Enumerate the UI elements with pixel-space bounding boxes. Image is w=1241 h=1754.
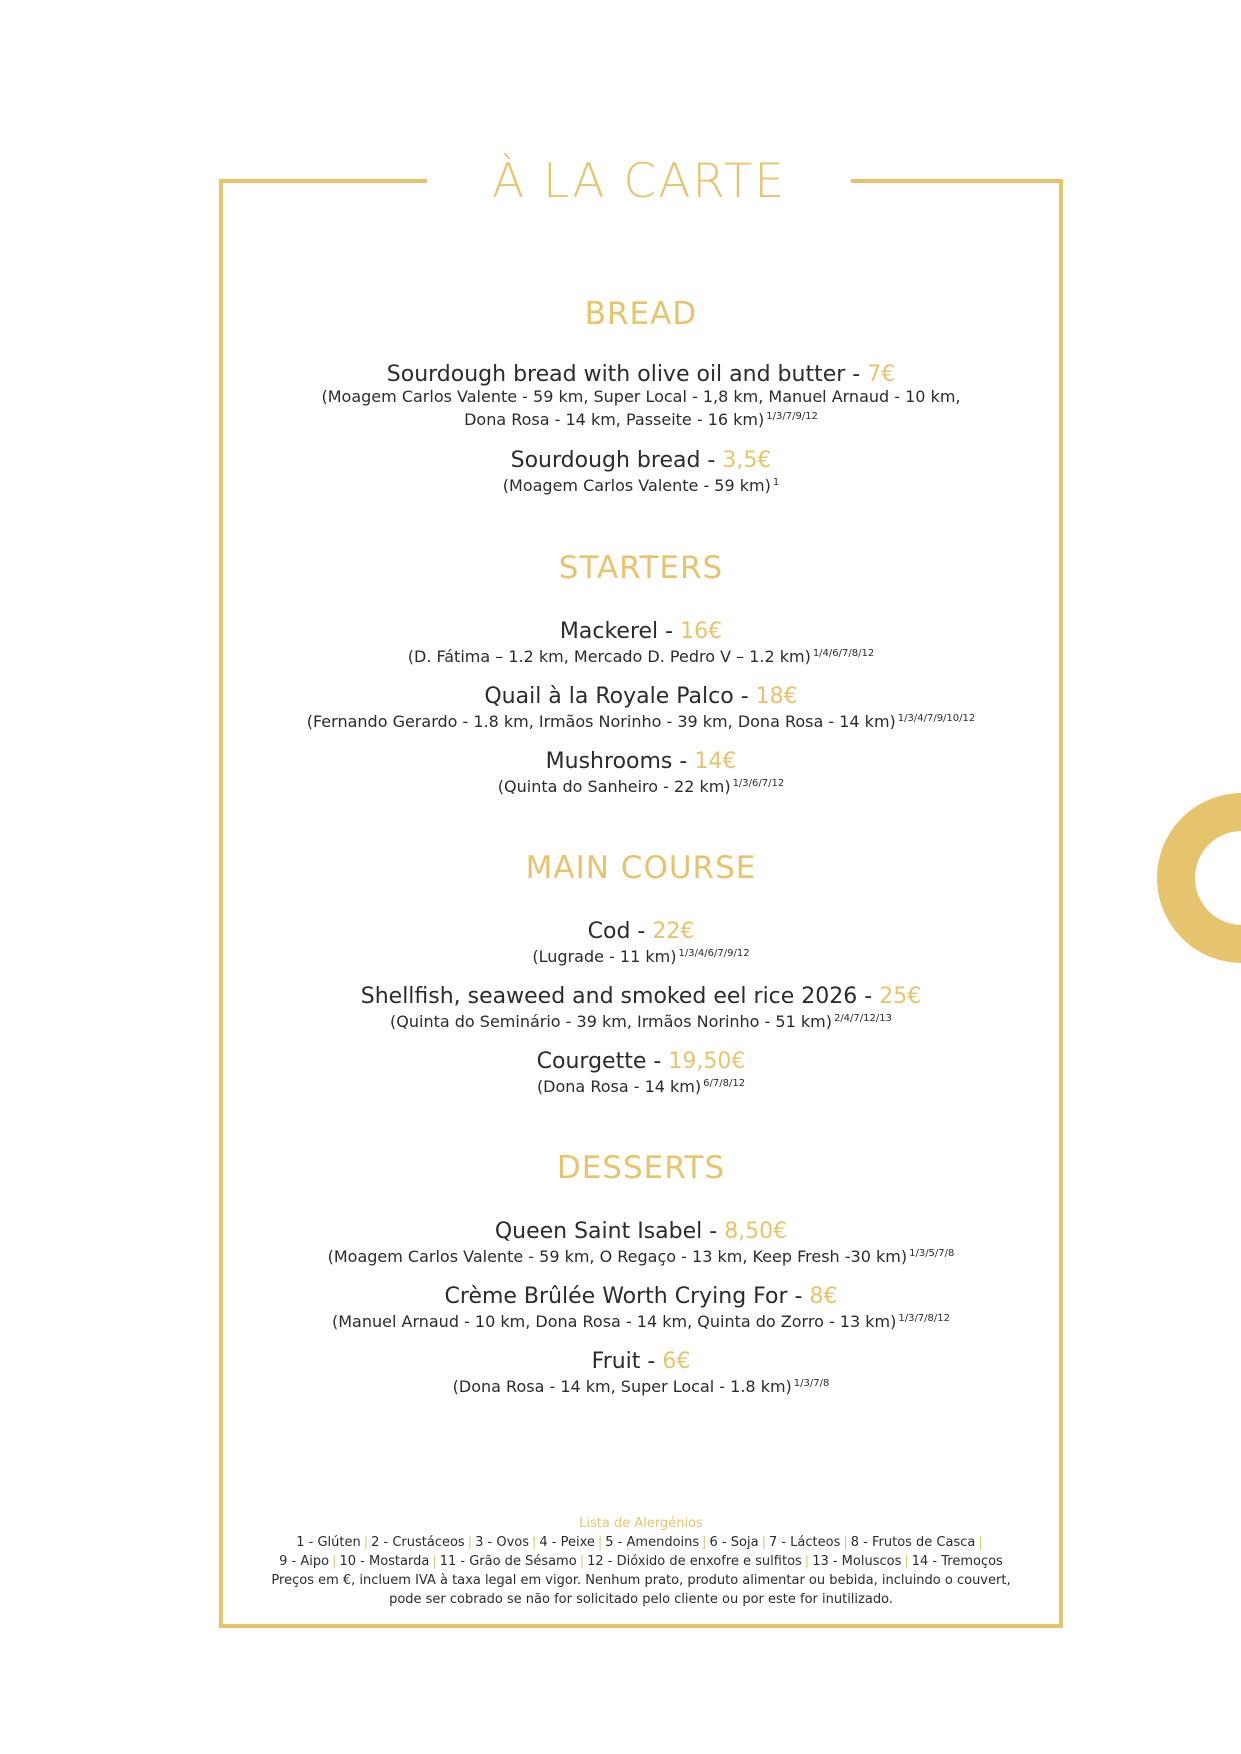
dish-name: Fruit: [591, 1349, 641, 1374]
allergen-separator: |: [804, 1554, 810, 1569]
dish-price: 18€: [755, 684, 798, 709]
dish-name: Mushrooms: [545, 749, 673, 774]
allergen-item: 2 - Crustáceos: [371, 1535, 465, 1550]
dish-price: 7€: [867, 362, 896, 387]
title-line-right: [851, 179, 1063, 183]
allergen-separator: |: [363, 1535, 369, 1550]
dish-item: Sourdough bread - 3,5€ (Moagem Carlos Valente - 59 km) $^1$: [502, 448, 780, 495]
dish-name: Shellfish, seaweed and smoked eel rice 2026: [360, 984, 858, 1009]
dish-origin: (Fernando Gerardo - 1.8 km, Irmãos Norinho - 39 km, Dona Rosa - 14 km): [306, 712, 896, 731]
dish-price: 6€: [662, 1349, 691, 1374]
dish-origin: (Moagem Carlos Valente - 59 km, O Regaço - 13 km, Keep Fresh -30 km): [327, 1247, 908, 1266]
allergen-item: 6 - Soja: [709, 1535, 759, 1550]
allergen-separator: |: [332, 1554, 337, 1569]
dish-name: Sourdough bread: [510, 448, 701, 473]
dish-item: Mackerel - 16€ (D. Fátima – 1.2 km, Mercado D. Pedro V – 1.2 km) $^{1/4/6/7/8/12}$: [407, 619, 875, 666]
allergen-separator: |: [904, 1554, 909, 1569]
dish-allergens: 1/3/7/9/12: [766, 411, 818, 422]
dish-allergens: 6/7/8/12: [703, 1078, 746, 1089]
dish-name: Queen Saint Isabel: [494, 1219, 703, 1244]
dish-allergens: 2/4/7/12/13: [833, 1013, 892, 1024]
section-title-desserts: DESSERTS: [556, 1150, 726, 1186]
dish-item: Courgette - 19,50€ (Dona Rosa - 14 km) $^{6/7/8/12}$: [536, 1049, 746, 1096]
dish-origin: (Moagem Carlos Valente - 59 km): [502, 476, 771, 495]
dish-origin: (D. Fátima – 1.2 km, Mercado D. Pedro V – 1.2 km): [407, 647, 811, 666]
allergen-item: 7 - Lácteos: [768, 1535, 841, 1550]
dish-item: Fruit - 6€ (Dona Rosa - 14 km, Super Local - 1.8 km) $^{1/3/7/8}$: [452, 1349, 830, 1396]
allergen-item: 12 - Dióxido de enxofre e sulfitos: [587, 1554, 802, 1569]
dish-origin: (Dona Rosa - 14 km): [536, 1077, 702, 1096]
allergen-separator: |: [579, 1554, 585, 1569]
allergen-item: 14 - Tremoços: [911, 1554, 1003, 1569]
allergen-separator: |: [532, 1535, 537, 1550]
dish-price: 19,50€: [668, 1049, 746, 1074]
dish-allergens: 1/4/6/7/8/12: [812, 648, 875, 659]
allergen-separator: |: [432, 1554, 437, 1569]
dish-item: Cod - 22€ (Lugrade - 11 km) $^{1/3/4/6/7/9/12}$: [532, 919, 750, 966]
dish-name: Cod: [587, 919, 631, 944]
allergen-item: 1 - Glúten: [296, 1535, 361, 1550]
dish-item: Crème Brûlée Worth Crying For - 8€ (Manuel Arnaud - 10 km, Dona Rosa - 14 km, Quinta do Zorro - 13 km) $^{1/3/7/8/12}$: [331, 1284, 950, 1331]
allergen-item: 9 - Aipo: [279, 1554, 330, 1569]
dish-allergens: 1/3/4/6/7/9/12: [678, 948, 750, 959]
dish-price: 8€: [809, 1284, 838, 1309]
price-note: Preços em €, incluem IVA à taxa legal em vigor. Nenhum prato, produto alimentar ou bebida, incluindo o couvert,: [271, 1573, 1011, 1588]
dish-price: 16€: [680, 619, 723, 644]
dish-item: Shellfish, seaweed and smoked eel rice 2026 - 25€ (Quinta do Seminário - 39 km, Irmãos Norinho - 51 km) $^{2/4/7/12/13}$: [360, 984, 922, 1031]
dish-origin: (Quinta do Seminário - 39 km, Irmãos Norinho - 51 km): [390, 1012, 832, 1031]
dish-name: Courgette: [536, 1049, 647, 1074]
dish-price: 22€: [652, 919, 695, 944]
dish-name: Mackerel: [559, 619, 659, 644]
page-title: À LA CARTE: [491, 154, 787, 209]
dish-item: Sourdough bread with olive oil and butter - 7€ (Moagem Carlos Valente - 59 km, Super Local - 1,8 km, Manuel Arnaud - 10 km, Dona Rosa - 14 km, Passeite - 16 km) $^{1/3/7/9/12}$: [219, 363, 1063, 430]
dish-item: Mushrooms - 14€ (Quinta do Sanheiro - 22 km) $^{1/3/6/7/12}$: [497, 749, 785, 796]
allergen-item: 8 - Frutos de Casca: [850, 1535, 976, 1550]
dish-name: Crème Brûlée Worth Crying For: [444, 1284, 788, 1309]
dish-origin: (Dona Rosa - 14 km, Super Local - 1.8 km): [452, 1377, 792, 1396]
title-line-left: [219, 179, 427, 183]
dish-origin: Dona Rosa - 14 km, Passeite - 16 km): [464, 410, 765, 429]
section-title-starters: STARTERS: [558, 550, 724, 586]
allergen-item: 13 - Moluscos: [812, 1554, 902, 1569]
dish-item: Quail à la Royale Palco - 18€ (Fernando Gerardo - 1.8 km, Irmãos Norinho - 39 km, Dona Rosa - 14 km) $^{1/3/4/7/9/10/12}$: [306, 684, 976, 731]
allergen-item: 11 - Grão de Sésamo: [439, 1554, 577, 1569]
dish-price: 8,50€: [724, 1219, 788, 1244]
allergen-separator: |: [467, 1535, 473, 1550]
dish-origin: (Quinta do Sanheiro - 22 km): [497, 777, 731, 796]
section-title-bread: BREAD: [584, 296, 698, 332]
allergen-footer: [219, 1515, 1063, 1609]
dish-name: Sourdough bread with olive oil and butter: [386, 362, 846, 387]
dish-allergens: 1/3/7/8/12: [898, 1313, 950, 1324]
section-title-main-course: MAIN COURSE: [525, 850, 757, 886]
allergen-line-1: [219, 1533, 1063, 1552]
allergen-item: 4 - Peixe: [539, 1535, 595, 1550]
dish-allergens: 1/3/6/7/12: [732, 778, 785, 789]
allergen-item: 5 - Amendoins: [605, 1535, 700, 1550]
allergen-line-2: [219, 1552, 1063, 1571]
allergen-item: 3 - Ovos: [475, 1535, 529, 1550]
circle-decoration: [1157, 793, 1241, 963]
dish-allergens: 1: [772, 477, 780, 488]
dish-name: Quail à la Royale Palco: [484, 684, 734, 709]
dish-allergens: 1/3/5/7/8: [909, 1248, 955, 1259]
dish-allergens: 1/3/4/7/9/10/12: [897, 713, 976, 724]
allergen-separator: |: [702, 1535, 707, 1550]
allergen-separator: |: [761, 1535, 766, 1550]
allergen-separator: |: [597, 1535, 603, 1550]
price-note: pode ser cobrado se não for solicitado pelo cliente ou por este for inutilizado.: [389, 1592, 893, 1607]
dish-origin: (Lugrade - 11 km): [532, 947, 677, 966]
dish-price: 25€: [879, 984, 922, 1009]
dish-allergens: 1/3/7/8: [793, 1378, 830, 1389]
dish-price: 14€: [694, 749, 737, 774]
dish-price: 3,5€: [722, 448, 772, 473]
allergen-list-title: Lista de Alergénios: [579, 1516, 703, 1531]
allergen-item: 10 - Mostarda: [339, 1554, 430, 1569]
dish-origin: (Moagem Carlos Valente - 59 km, Super Local - 1,8 km, Manuel Arnaud - 10 km,: [321, 387, 961, 406]
dish-origin: (Manuel Arnaud - 10 km, Dona Rosa - 14 km, Quinta do Zorro - 13 km): [331, 1312, 897, 1331]
dish-item: Queen Saint Isabel - 8,50€ (Moagem Carlos Valente - 59 km, O Regaço - 13 km, Keep Fresh -30 km) $^{1/3/5/7/8}$: [327, 1219, 955, 1266]
allergen-separator: |: [843, 1535, 848, 1550]
allergen-separator: |: [978, 1535, 983, 1550]
